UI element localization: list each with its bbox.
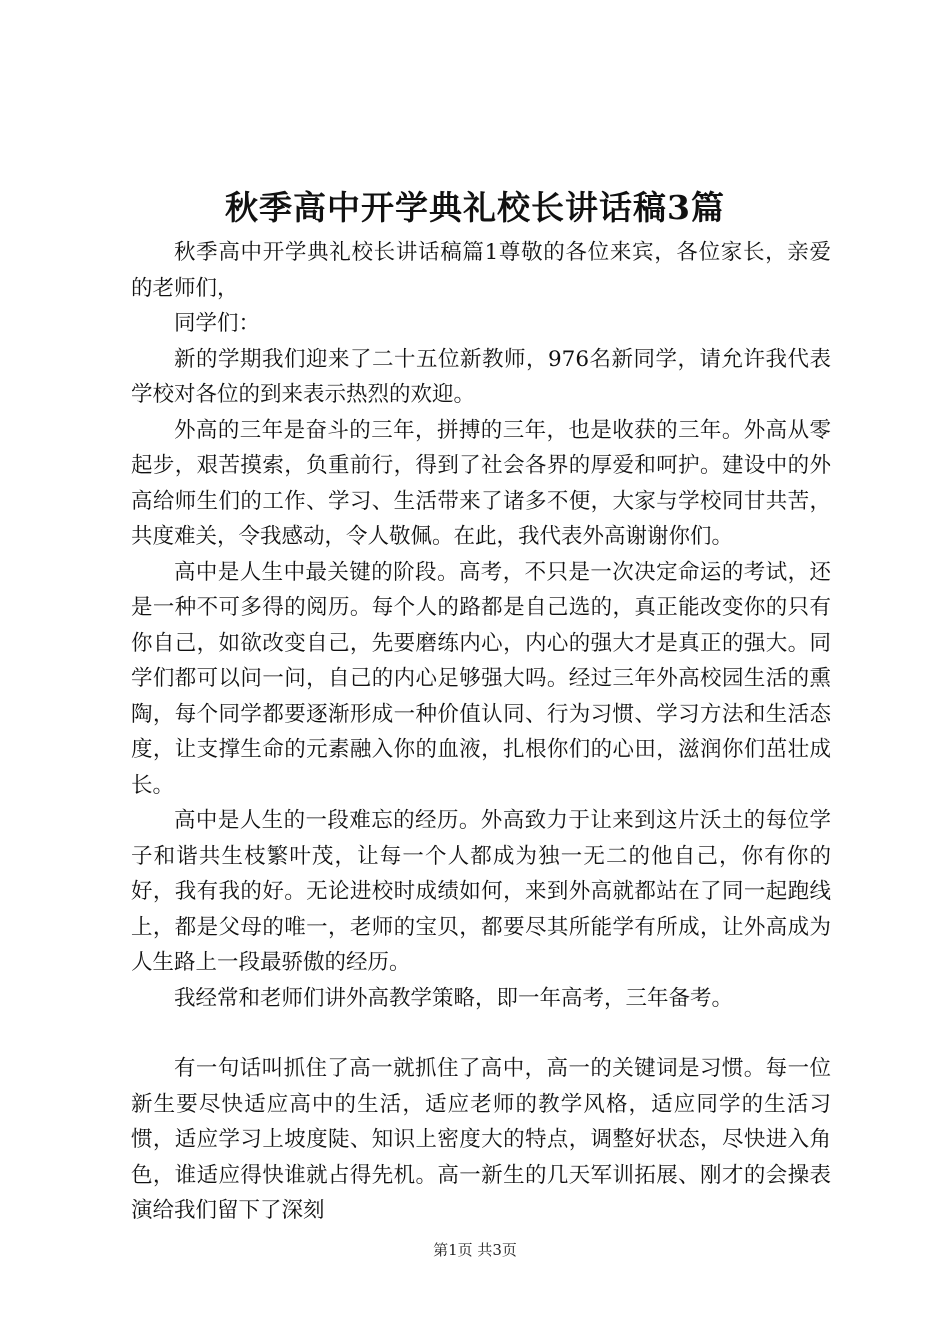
paragraph: 同学们： xyxy=(174,311,261,336)
document-body xyxy=(131,235,831,1229)
paragraph: 有一句话叫抓住了高一就抓住了高中，高一的关键词是习惯。每一位新生要尽快适应高中的生活，适应老师的教学风格，适应同学的生活习惯，适应学习上坡度陡、知识上密度大的特点，调整好状态，尽快进入角色，谁适应得快谁就占得先机。高一新生的几天军训拓展、刚才的会操表演给我们留下了深刻 xyxy=(131,1056,831,1223)
paragraph: 秋季高中开学典礼校长讲话稿篇1尊敬的各位来宾，各位家长，亲爱的老师们， xyxy=(131,240,831,301)
paragraph: 我经常和老师们讲外高教学策略，即一年高考，三年备考。 xyxy=(174,985,734,1011)
document-title: 秋季高中开学典礼校长讲话稿3篇 xyxy=(225,188,725,227)
page-number-footer: 第1页 共3页 xyxy=(433,1241,517,1259)
paragraph: 外高的三年是奋斗的三年，拼搏的三年，也是收获的三年。外高从零起步，艰苦摸索，负重前行，得到了社会各界的厚爱和呵护。建设中的外高给师生们的工作、学习、生活带来了诸多不便，大家与学校同甘共苦，共度难关，令我感动，令人敬佩。在此，我代表外高谢谢你们。 xyxy=(131,417,831,549)
paragraph: 高中是人生中最关键的阶段。高考，不只是一次决定命运的考试，还是一种不可多得的阅历。每个人的路都是自己选的，真正能改变你的只有你自己，如欲改变自己，先要磨练内心，内心的强大才是真正的强大。同学们都可以问一问，自己的内心足够强大吗。经过三年外高校园生活的熏陶，每个同学都要逐渐形成一种价值认同、行为习惯、学习方法和生活态度，让支撑生命的元素融入你的血液，扎根你们的心田，滋润你们茁壮成长。 xyxy=(131,559,831,798)
paragraph: 高中是人生的一段难忘的经历。外高致力于让来到这片沃土的每位学子和谐共生枝繁叶茂，让每一个人都成为独一无二的他自己，你有你的好，我有我的好。无论进校时成绩如何，来到外高就都站在了同一起跑线上，都是父母的唯一，老师的宝贝，都要尽其所能学有所成，让外高成为人生路上一段最骄傲的经历。 xyxy=(131,808,831,975)
paragraph: 新的学期我们迎来了二十五位新教师，976名新同学，请允许我代表学校对各位的到来表示热烈的欢迎。 xyxy=(131,346,831,407)
